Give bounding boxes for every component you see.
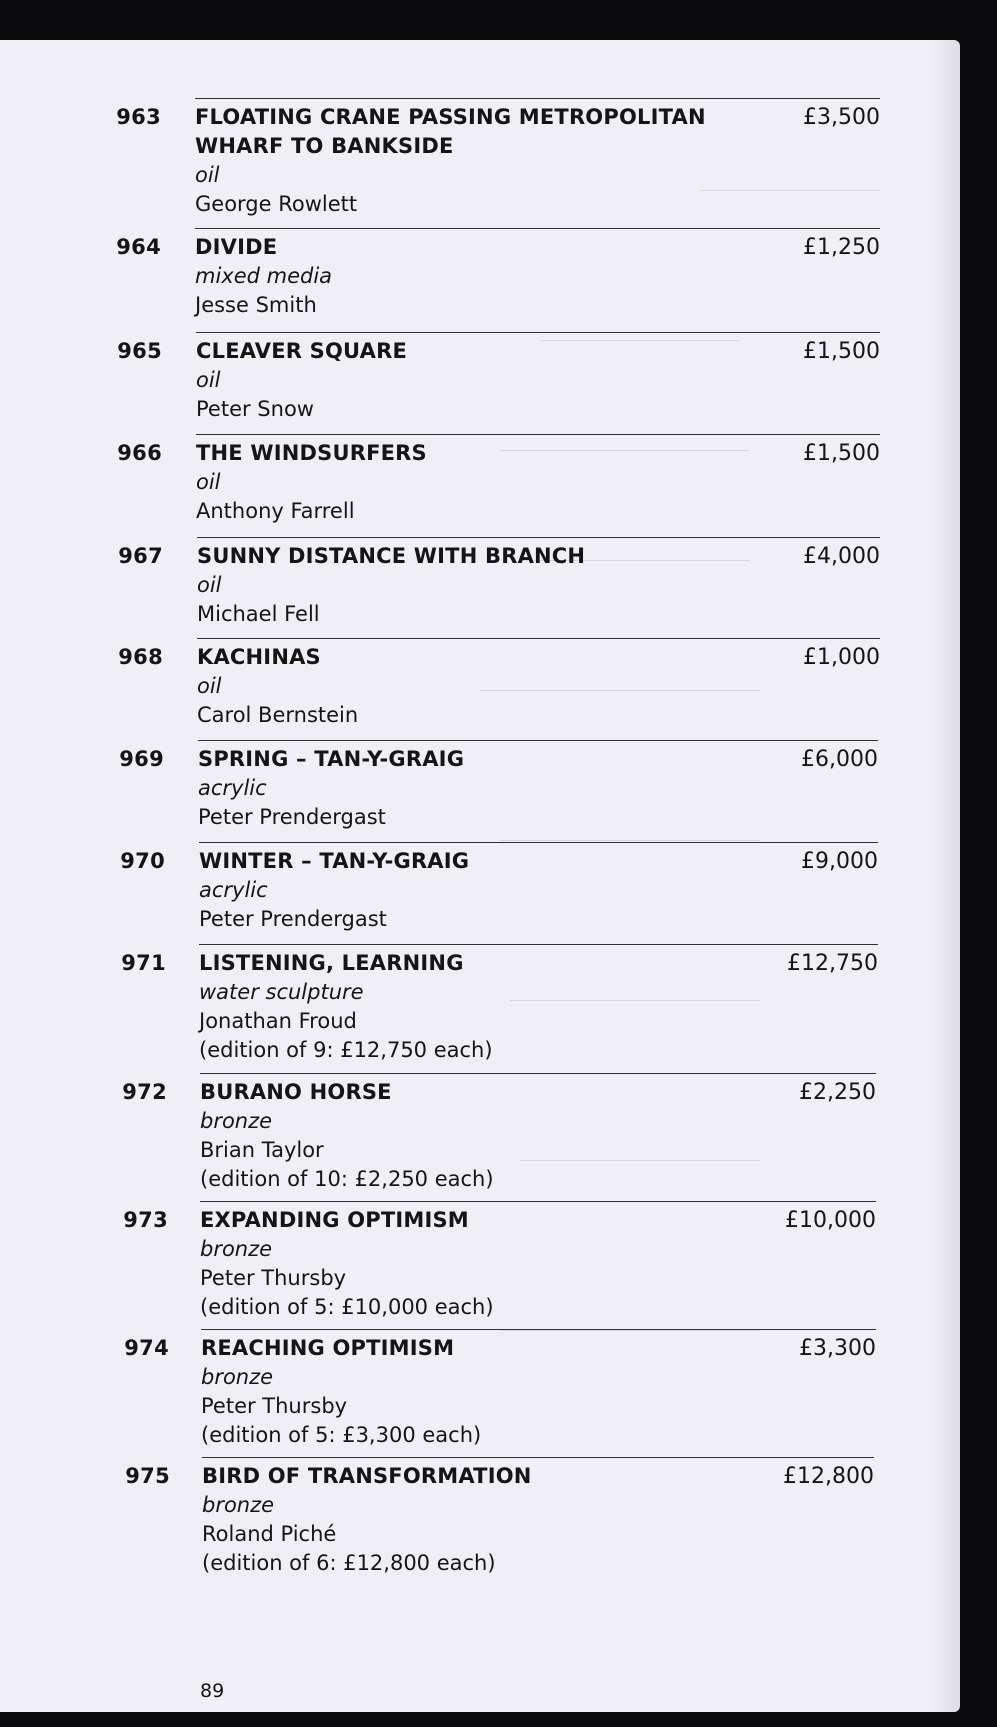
entry-divider bbox=[199, 842, 878, 843]
entry-title: EXPANDING OPTIMISM bbox=[200, 1208, 469, 1232]
entry-number: 971 bbox=[121, 951, 166, 975]
entry-number: 966 bbox=[117, 441, 162, 465]
entry-divider bbox=[199, 944, 878, 945]
entry-medium: oil bbox=[197, 573, 222, 597]
entry-edition: (edition of 5: £10,000 each) bbox=[200, 1295, 494, 1319]
entry-price: £1,000 bbox=[803, 645, 880, 670]
entry-details bbox=[197, 542, 585, 629]
entry-number: 973 bbox=[123, 1208, 168, 1232]
entry-divider bbox=[196, 332, 880, 333]
entry-price: £10,000 bbox=[785, 1208, 876, 1233]
entry-divider bbox=[195, 228, 880, 229]
entry-edition: (edition of 9: £12,750 each) bbox=[199, 1038, 493, 1062]
entry-title: KACHINAS bbox=[197, 645, 321, 669]
entry-medium: bronze bbox=[201, 1365, 274, 1389]
entry-title: DIVIDE bbox=[195, 235, 278, 259]
entry-artist: Peter Thursby bbox=[201, 1394, 348, 1418]
entry-medium: oil bbox=[197, 674, 222, 698]
entry-number: 964 bbox=[116, 235, 161, 259]
entry-details bbox=[198, 745, 464, 832]
entry-divider bbox=[197, 537, 880, 538]
entry-number: 975 bbox=[125, 1464, 170, 1488]
entry-artist: Michael Fell bbox=[197, 602, 320, 626]
entry-artist: Anthony Farrell bbox=[196, 499, 355, 523]
entry-medium: acrylic bbox=[198, 776, 267, 800]
entry-divider bbox=[196, 434, 880, 435]
entry-artist: George Rowlett bbox=[195, 192, 358, 216]
entry-divider bbox=[202, 1457, 874, 1458]
entry-number: 963 bbox=[116, 105, 161, 129]
entry-details bbox=[196, 439, 427, 526]
entry-details bbox=[195, 103, 706, 219]
entry-details bbox=[200, 1206, 494, 1322]
entry-medium: oil bbox=[196, 470, 221, 494]
entry-medium: bronze bbox=[200, 1109, 273, 1133]
entry-price: £4,000 bbox=[803, 544, 880, 569]
entry-price: £2,250 bbox=[799, 1080, 876, 1105]
entry-price: £3,500 bbox=[803, 105, 880, 130]
entry-divider bbox=[200, 1073, 876, 1074]
entry-artist: Brian Taylor bbox=[200, 1138, 324, 1162]
entry-divider bbox=[200, 1201, 876, 1202]
entry-title: SUNNY DISTANCE WITH BRANCH bbox=[197, 544, 586, 568]
entry-artist: Roland Piché bbox=[202, 1522, 337, 1546]
entry-title: WINTER – TAN-Y-GRAIG bbox=[199, 849, 470, 873]
entry-price: £1,250 bbox=[803, 235, 880, 260]
entry-divider bbox=[195, 98, 880, 99]
entry-medium: oil bbox=[196, 368, 221, 392]
entry-edition: (edition of 5: £3,300 each) bbox=[201, 1423, 482, 1447]
entry-price: £9,000 bbox=[801, 849, 878, 874]
entry-details bbox=[195, 233, 332, 320]
entry-artist: Peter Thursby bbox=[200, 1266, 347, 1290]
entry-title: FLOATING CRANE PASSING METROPOLITAN bbox=[195, 105, 706, 129]
entry-artist: Peter Prendergast bbox=[199, 907, 387, 931]
entry-title: THE WINDSURFERS bbox=[196, 441, 427, 465]
entry-title: CLEAVER SQUARE bbox=[196, 339, 407, 363]
entry-price: £3,300 bbox=[799, 1336, 876, 1361]
entry-title: REACHING OPTIMISM bbox=[201, 1336, 455, 1360]
entry-number: 968 bbox=[118, 645, 163, 669]
entry-medium: bronze bbox=[202, 1493, 275, 1517]
entry-artist: Peter Snow bbox=[196, 397, 314, 421]
entry-details bbox=[199, 949, 493, 1065]
entry-artist: Jonathan Froud bbox=[199, 1009, 357, 1033]
entry-edition: (edition of 6: £12,800 each) bbox=[202, 1551, 496, 1575]
entry-price: £6,000 bbox=[801, 747, 878, 772]
entry-number: 974 bbox=[124, 1336, 169, 1360]
page-number: 89 bbox=[200, 1680, 225, 1702]
entry-price: £1,500 bbox=[803, 339, 880, 364]
entry-details bbox=[202, 1462, 532, 1578]
entry-title: LISTENING, LEARNING bbox=[199, 951, 464, 975]
entry-artist: Carol Bernstein bbox=[197, 703, 359, 727]
entry-medium: water sculpture bbox=[199, 980, 364, 1004]
entry-details bbox=[199, 847, 469, 934]
entry-divider bbox=[201, 1329, 876, 1330]
entry-details bbox=[200, 1078, 494, 1194]
entry-price: £12,800 bbox=[783, 1464, 874, 1489]
entry-medium: bronze bbox=[200, 1237, 273, 1261]
entry-medium: mixed media bbox=[195, 264, 333, 288]
entry-artist: Jesse Smith bbox=[195, 293, 317, 317]
entry-medium: oil bbox=[195, 163, 220, 187]
entry-artist: Peter Prendergast bbox=[198, 805, 386, 829]
entry-price: £1,500 bbox=[803, 441, 880, 466]
entry-divider bbox=[197, 638, 880, 639]
entry-title: BURANO HORSE bbox=[200, 1080, 392, 1104]
entry-details bbox=[196, 337, 407, 424]
entry-number: 967 bbox=[118, 544, 163, 568]
entry-edition: (edition of 10: £2,250 each) bbox=[200, 1167, 494, 1191]
entry-details bbox=[197, 643, 358, 730]
entry-title: BIRD OF TRANSFORMATION bbox=[202, 1464, 532, 1488]
entry-title: SPRING – TAN-Y-GRAIG bbox=[198, 747, 465, 771]
entry-medium: acrylic bbox=[199, 878, 268, 902]
entry-title: WHARF TO BANKSIDE bbox=[195, 134, 454, 158]
entry-number: 972 bbox=[122, 1080, 167, 1104]
entry-number: 969 bbox=[119, 747, 164, 771]
entry-divider bbox=[198, 740, 878, 741]
entry-price: £12,750 bbox=[787, 951, 878, 976]
entry-number: 970 bbox=[120, 849, 165, 873]
entry-number: 965 bbox=[117, 339, 162, 363]
catalogue-page bbox=[0, 40, 960, 1712]
entry-details bbox=[201, 1334, 481, 1450]
